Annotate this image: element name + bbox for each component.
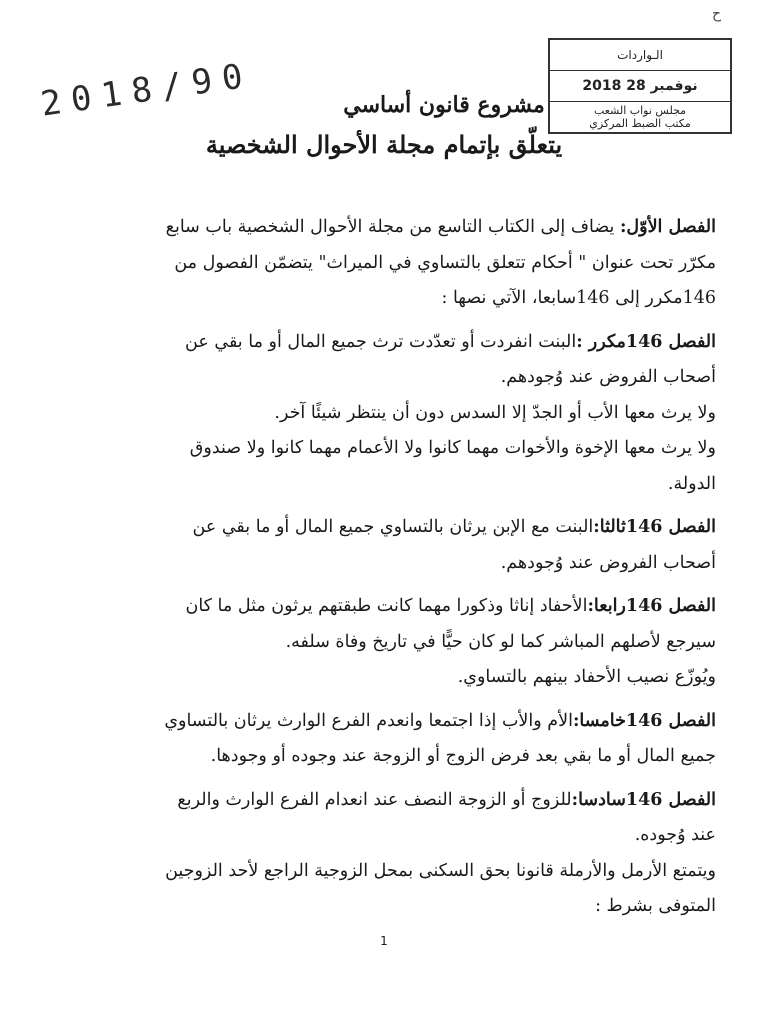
document-title: مشروع قانون أساسي <box>343 92 545 118</box>
article-label: الفصل 146رابعا: <box>587 596 716 616</box>
article-label: الفصل 146ثالثا: <box>593 517 716 537</box>
registry-stamp <box>548 38 732 134</box>
article-146-quinquies <box>96 704 716 775</box>
article-line: عند وُجوده. <box>634 825 716 845</box>
article-line: ولا يرث معها الأب أو الجدّ إلا السدس دون أن ينتظر شيئًا آخر. <box>274 402 716 423</box>
article-line: ويتمتع الأرمل والأرملة قانونا بحق السكنى بمحل الزوجية الراجع لأحد الزوجين <box>165 860 716 881</box>
article-line: أصحاب الفروض عند وُجودهم. <box>500 552 716 573</box>
article-146-bis <box>96 325 716 503</box>
article-line: الفصل 146خامسا:الأم والأب إذا اجتمعا وانعدم الفرع الوارث يرثان بالتساوي <box>164 710 716 731</box>
article-146-sexies <box>96 783 716 925</box>
handwritten-reference-number: 2018/90 <box>38 55 256 125</box>
corner-handwritten-mark: ح <box>712 6 722 22</box>
article-line: مكرّر تحت عنوان " أحكام تتعلق بالتساوي في الميراث" يتضمّن الفصول من <box>174 252 716 273</box>
article-line: الفصل 146رابعا:الأحفاد إناثا وذكورا مهما كانت طبقتهم يرثون مثل ما كان <box>185 596 716 616</box>
article-146-ter <box>96 510 716 581</box>
article-label: الفصل الأوّل: <box>619 217 716 237</box>
document-subtitle: يتعلّق بإتمام مجلة الأحوال الشخصية <box>205 130 563 159</box>
article-line: أصحاب الفروض عند وُجودهم. <box>500 367 716 387</box>
article-label: الفصل 146مكرر : <box>576 331 716 352</box>
article-line: الدولة. <box>667 473 716 494</box>
article-line: الفصل 146ثالثا:البنت مع الإبن يرثان بالتساوي جميع المال أو ما بقي عن <box>192 517 716 537</box>
article-label: الفصل 146خامسا: <box>572 710 716 731</box>
article-line: جميع المال أو ما بقي بعد فرض الزوج أو الزوجة عند وجوده أو وجودها. <box>210 746 716 766</box>
article-1 <box>96 210 716 317</box>
article-label: الفصل 146سادسا: <box>571 789 716 810</box>
article-line: ولا يرث معها الإخوة والأخوات مهما كانوا ولا الأعمام مهما كانوا ولا صندوق <box>189 438 716 458</box>
stamp-line-1: مجلس نواب الشعب <box>593 104 687 117</box>
article-146-quater <box>96 589 716 696</box>
article-line: الفصل 146سادسا:للزوج أو الزوجة النصف عند انعدام الفرع الوارث والربع <box>177 789 716 810</box>
article-line: الفصل 146مكرر :البنت انفردت أو تعدّدت ترث جميع المال أو ما بقي عن <box>185 331 716 352</box>
article-line: الفصل الأوّل: يضاف إلى الكتاب التاسع من مجلة الأحوال الشخصية باب سابع <box>165 217 716 237</box>
stamp-header: الـواردات <box>550 40 730 71</box>
page-number: 1 <box>380 934 388 948</box>
article-line: ويُوزّع نصيب الأحفاد بينهم بالتساوي. <box>457 667 716 687</box>
article-line: المتوفى بشرط : <box>595 896 716 916</box>
article-line: 146مكرر إلى 146سابعا، الآتي نصها : <box>441 288 716 308</box>
article-line: سيرجع لأصلهم المباشر كما لو كان حيًّا في تاريخ وفاة سلفه. <box>285 631 716 652</box>
stamp-date: 2018 نوفمبر 28 <box>582 78 698 94</box>
stamp-line-2: مكتب الضبط المركزي <box>589 117 691 130</box>
document-body <box>96 210 716 933</box>
